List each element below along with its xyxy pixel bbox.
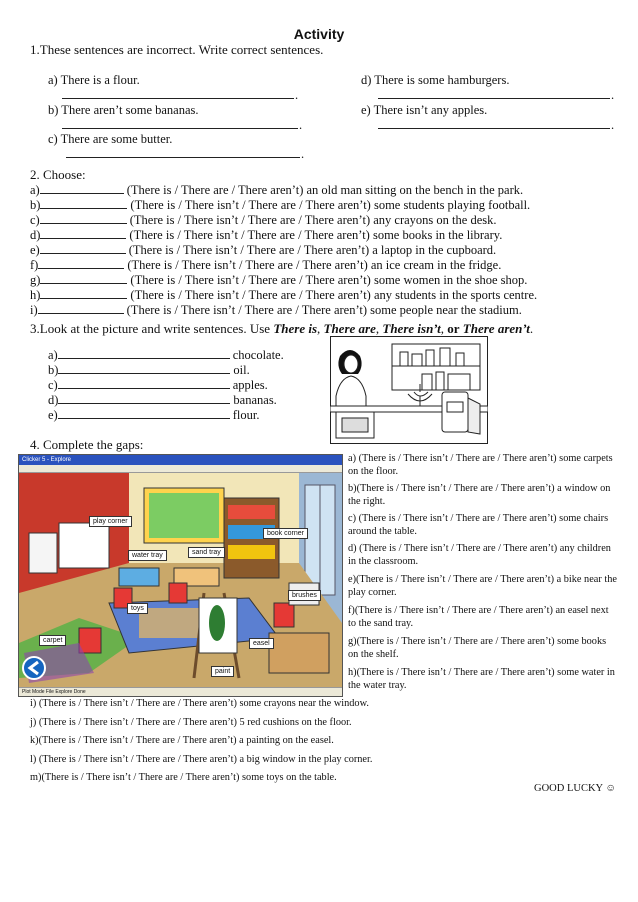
- choose-text: (There is / There isn’t / There are / There aren’t) any students in the sports centre.: [130, 288, 538, 302]
- choose-row: [30, 302, 522, 318]
- choose-answer-blank[interactable]: [40, 287, 127, 299]
- gap-item: e)(There is / There isn’t / There are / There aren’t) a bike near the play corner.: [348, 574, 617, 598]
- section1-instruction: 1.These sentences are incorrect. Write correct sentences.: [30, 42, 324, 57]
- section2-instruction: 2. Choose:: [30, 167, 86, 182]
- choose-label: b): [30, 198, 41, 212]
- picture-sentence-blank[interactable]: [58, 362, 230, 374]
- gap-item: m)(There is / There isn’t / There are / There aren’t) some toys on the table.: [30, 772, 337, 783]
- s1-item-a: a) There is a flour.: [48, 73, 140, 87]
- picture-sentence-word: bananas.: [233, 393, 277, 407]
- picture-label: carpet: [39, 635, 66, 646]
- classroom-illustration: [19, 473, 342, 687]
- gap-item: b)(There is / There isn’t / There are / There aren’t) a window on the right.: [348, 483, 611, 507]
- picture-sentence-label: a): [48, 348, 58, 362]
- window-title: Clicker 5 - Explore: [22, 457, 72, 463]
- picture-label: play corner: [89, 516, 132, 527]
- picture-sentence-label: e): [48, 408, 58, 422]
- choose-row: [30, 242, 496, 258]
- classroom-screenshot: [18, 454, 343, 697]
- choose-text: (There is / There are / There aren’t) an old man sitting on the bench in the park.: [126, 183, 524, 197]
- picture-label: paint: [211, 666, 234, 677]
- s1-item-d: d) There is some hamburgers.: [361, 73, 510, 87]
- footer-good-lucky: GOOD LUCKY ☺: [534, 783, 617, 794]
- window-menubar: [19, 465, 342, 473]
- gap-item: k)(There is / There isn’t / There are / There aren’t) a painting on the easel.: [30, 735, 334, 746]
- gap-item: f)(There is / There isn’t / There are / There aren’t) an easel next to the sand tray.: [348, 605, 609, 629]
- status-text: Plot Mode File Explore Done: [22, 689, 86, 695]
- picture-sentence-row: [48, 362, 250, 378]
- picture-label: easel: [249, 638, 274, 649]
- picture-sentence-blank[interactable]: [58, 377, 230, 389]
- choose-answer-blank[interactable]: [40, 212, 127, 224]
- s3-opt2: There are: [323, 321, 376, 336]
- picture-sentence-label: b): [48, 363, 59, 377]
- picture-sentence-label: d): [48, 393, 59, 407]
- choose-label: f): [30, 258, 39, 272]
- picture-sentence-row: [48, 347, 284, 363]
- choose-row: [30, 197, 530, 213]
- s1-answer-line-b[interactable]: [62, 128, 298, 129]
- picture-label: sand tray: [188, 547, 225, 558]
- choose-label: d): [30, 228, 41, 242]
- choose-row: [30, 227, 502, 243]
- choose-label: h): [30, 288, 41, 302]
- s3-instr-prefix: 3.Look at the picture and write sentences. Use: [30, 321, 274, 336]
- choose-label: a): [30, 183, 40, 197]
- choose-text: (There is / There isn’t / There are / There aren’t) some books in the library.: [129, 228, 503, 242]
- picture-sentence-row: [48, 392, 277, 408]
- picture-label: water tray: [128, 550, 167, 561]
- gap-item: l) (There is / There isn’t / There are / There aren’t) a big window in the play corner.: [30, 753, 373, 765]
- choose-row: [30, 257, 501, 273]
- window-statusbar: [19, 687, 343, 696]
- picture-sentence-blank[interactable]: [58, 392, 230, 404]
- page-title: Activity: [293, 26, 345, 42]
- choose-answer-blank[interactable]: [38, 257, 124, 269]
- choose-text: (There is / There isn’t / There are / There aren’t) some women in the shoe shop.: [130, 273, 528, 287]
- section4-instruction: 4. Complete the gaps:: [30, 437, 144, 452]
- s1-answer-line-e[interactable]: [378, 128, 610, 129]
- choose-row: [30, 212, 496, 228]
- gap-item: d) (There is / There isn’t / There are / There aren’t) any children in the classroom.: [348, 543, 611, 567]
- choose-answer-blank[interactable]: [40, 242, 126, 254]
- choose-label: c): [30, 213, 40, 227]
- choose-text: (There is / There isn’t / There are / There aren’t) a laptop in the cupboard.: [128, 243, 497, 257]
- picture-sentence-word: flour.: [232, 408, 260, 422]
- choose-answer-blank[interactable]: [40, 197, 127, 209]
- window-titlebar: [19, 455, 342, 465]
- s1-answer-line-c[interactable]: [66, 157, 300, 158]
- picture-sentence-row: [48, 377, 268, 393]
- s3-opt3: There isn’t: [382, 321, 441, 336]
- gap-item: h)(There is / There isn’t / There are / There aren’t) some water in the water tray.: [348, 667, 615, 691]
- gap-item: a) (There is / There isn’t / There are / There aren’t) some carpets on the floor.: [348, 453, 613, 477]
- s1-dot-e: .: [611, 118, 615, 132]
- s3-opt4: There aren’t: [462, 321, 530, 336]
- s1-dot-d: .: [611, 88, 615, 102]
- choose-text: (There is / There isn’t / There are / There aren’t) an ice cream in the fridge.: [127, 258, 502, 272]
- choose-text: (There is / There isn’t / There are / There aren’t) some people near the stadium.: [126, 303, 522, 317]
- s1-dot-b: .: [299, 118, 303, 132]
- s3-opt1: There is: [273, 321, 318, 336]
- picture-sentence-blank[interactable]: [58, 347, 230, 359]
- picture-sentence-row: [48, 407, 259, 423]
- s1-dot-a: .: [295, 88, 299, 102]
- section3-instruction: 3.Look at the picture and write sentences. Use There is, There are, There isn’t, or There aren’t.: [30, 321, 534, 336]
- picture-label: brushes: [288, 590, 321, 601]
- choose-row: [30, 272, 527, 288]
- gap-item: i) (There is / There isn’t / There are / There aren’t) some crayons near the window.: [30, 698, 369, 709]
- s1-item-b: b) There aren’t some bananas.: [48, 103, 199, 117]
- choose-label: g): [30, 273, 41, 287]
- choose-row: [30, 287, 537, 303]
- gap-item: c) (There is / There isn’t / There are / There aren’t) some chairs around the table.: [348, 513, 609, 537]
- s1-item-e: e) There isn’t any apples.: [361, 103, 488, 117]
- choose-row: [30, 182, 523, 198]
- picture-sentence-word: apples.: [232, 378, 268, 392]
- choose-answer-blank[interactable]: [38, 302, 124, 314]
- picture-label: toys: [127, 603, 148, 614]
- choose-text: (There is / There isn’t / There are / There aren’t) some students playing football.: [130, 198, 531, 212]
- picture-label: book corner: [263, 528, 308, 539]
- choose-text: (There is / There isn’t / There are / There aren’t) any crayons on the desk.: [129, 213, 497, 227]
- picture-sentence-word: oil.: [233, 363, 250, 377]
- kitchen-picture: [330, 336, 488, 444]
- s3-or: or: [447, 321, 460, 336]
- gap-item: j) (There is / There isn’t / There are / There aren’t) 5 red cushions on the floor.: [30, 716, 352, 728]
- s1-dot-c: .: [301, 147, 305, 161]
- picture-sentence-label: c): [48, 378, 58, 392]
- picture-sentence-word: chocolate.: [232, 348, 284, 362]
- choose-label: i): [30, 303, 38, 317]
- choose-answer-blank[interactable]: [40, 272, 127, 284]
- s1-answer-line-a[interactable]: [62, 98, 294, 99]
- choose-label: e): [30, 243, 40, 257]
- choose-answer-blank[interactable]: [40, 227, 126, 239]
- s1-item-c: c) There are some butter.: [48, 132, 173, 146]
- picture-sentence-blank[interactable]: [58, 407, 230, 419]
- choose-answer-blank[interactable]: [40, 182, 124, 194]
- s1-answer-line-d[interactable]: [378, 98, 610, 99]
- gap-item: g)(There is / There isn’t / There are / There aren’t) some books on the shelf.: [348, 636, 607, 660]
